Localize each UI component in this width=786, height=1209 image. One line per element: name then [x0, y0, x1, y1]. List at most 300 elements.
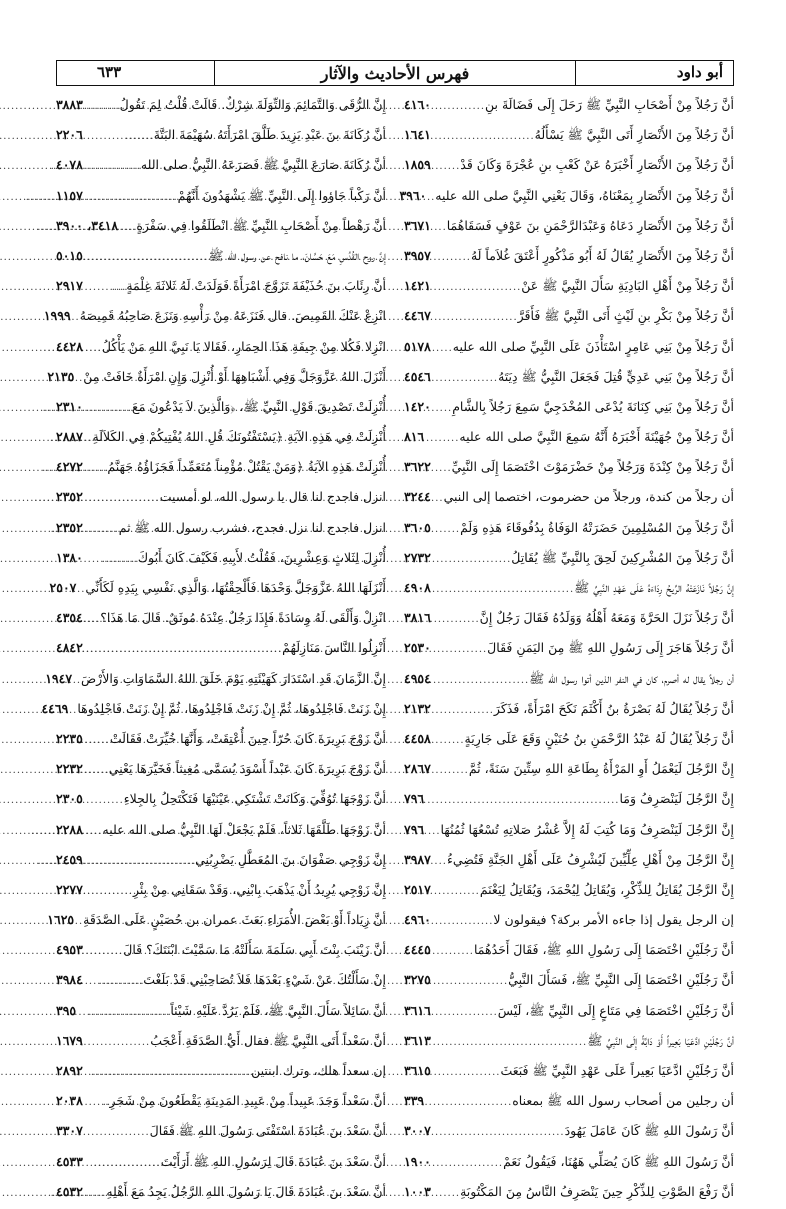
index-entry — [56, 1147, 386, 1177]
entry-reference-number: ٤٩٠٨ — [404, 580, 431, 595]
entry-reference-number: ٣٦١٦ — [404, 1002, 431, 1018]
entry-text: أنَّ رَجُلاً مِنَ الأَنْصَارِ بِمَعْنَاهُ، وَقَالَ يَعْنِي النَّبِيَّ صلى الله عليه — [435, 187, 734, 203]
entry-reference-number: ٢٥٣٠ — [404, 640, 431, 656]
leader-dots — [434, 575, 574, 605]
entry-text: أنَّ رَجُلاً مِنْ كِنْدَةَ وَرَجُلاً مِنْ حَضْرَمَوْتَ اخْتَصَمَا إِلَى النَّبِيِّ — [451, 459, 734, 475]
index-entry — [56, 422, 386, 452]
entry-text: أنَّ رَجُلاً مِنْ أَصْحَابِ النَّبِيِّ ﷺ رَحَلَ إِلَى فَضَالَةَ بنِ — [485, 97, 734, 112]
leader-dots — [86, 515, 119, 545]
leader-dots — [86, 183, 178, 213]
leader-dots — [86, 243, 209, 273]
index-entry — [404, 422, 734, 452]
leader-dots — [434, 847, 447, 877]
leader-dots — [86, 545, 138, 575]
entry-reference-number: ٢٥٠٧ — [49, 580, 77, 595]
index-entry — [56, 150, 386, 180]
index-entry — [404, 1056, 734, 1086]
entry-text: أنَّ رَجُلَيْنِ ادَّعَيَا بَعِيراً عَلَى عَهْدِ النَّبِيِّ ﷺ فَبَعَثَ — [500, 1063, 734, 1078]
entry-text: أنَّ رَكْباً جَاؤوا إِلَى النَّبِيِّ ﷺ يَشْهَدُونَ أَنَّهُمْ — [177, 187, 386, 203]
index-entry — [404, 1086, 734, 1116]
index-entry — [56, 181, 386, 211]
leader-dots — [434, 1118, 565, 1148]
right-column — [399, 90, 734, 1207]
index-entry — [56, 996, 386, 1026]
leader-dots — [434, 756, 469, 786]
leader-dots — [434, 545, 511, 575]
index-page — [41, 60, 734, 1199]
entry-text: أنَّ رَجُلاً مِنَ الأَنْصَارِ دَعَاهُ وَعَبْدَالرَّحْمَنِ بنَ عَوْفٍ فَسَقَاهُمَا — [446, 217, 734, 233]
entry-reference-number: ٤٤٤٥ — [404, 942, 431, 958]
leader-dots — [86, 1118, 150, 1148]
leader-dots — [434, 1028, 587, 1058]
entry-reference-number: ١٤٢٠ — [404, 398, 431, 414]
entry-text: أنَّ رَجُلاً مِنَ الأَنْصَارِ أَخْبَرَهُ عَنْ كَعْبِ بنِ عُجْرَةَ وَكَانَ قَدْ — [460, 157, 734, 173]
index-entry — [56, 1026, 386, 1056]
leader-dots — [86, 786, 124, 816]
entry-reference-number: ٣٦١٥ — [404, 1063, 431, 1078]
index-entry — [56, 784, 386, 814]
entry-text: أنَّ رَجُلاً مِنَ الأَنْصَارِ يُقَالُ لَهُ أَبُو مَذْكُورٍ أَعْتَقَ غُلاَماً لَهُ — [470, 247, 734, 263]
leader-dots — [434, 696, 494, 726]
index-entry — [404, 875, 734, 905]
leader-dots — [434, 877, 480, 907]
entry-text: إِنَّ رَجُلاً نَازَعَتْهُ الرِّيحُ رِدَاءَهُ عَلَى عَهْدِ النَّبِيِّ ﷺ — [574, 580, 734, 595]
leader-dots — [86, 605, 100, 635]
index-entry — [56, 724, 386, 754]
leader-dots — [434, 484, 444, 514]
entry-reference-number: ٣٦٧١ — [404, 217, 431, 233]
entry-text: أُنْزِلَتْ فِي هَذِهِ الآيَةِ ﴿يَسْتَفْتُونَكَ قُلِ اللهُ يُفْتِيكُمْ فِي الكَلاَلَةِ — [92, 429, 386, 445]
entry-text: أن رجلاً من كندة، ورجلاً من حضرموت، اختصما إلى النبي — [443, 489, 734, 505]
index-entry — [56, 1116, 386, 1146]
entry-reference-number: ٣٩٦٠ — [399, 187, 427, 203]
entry-text: أنَّ رَهْطاً مِنْ أَصْحَابِ النَّبِيِّ ﷺ انْطَلَقُوا فِي سَفْرَةٍ — [136, 217, 386, 233]
index-entry — [56, 332, 386, 362]
leader-dots — [427, 817, 440, 847]
entry-text: أُنْزِلَتْ تَصْدِيقَ قَوْلِ النَّبِيِّ ﷺ، ﴿وَالَّذِينَ لاَ يَدْعُونَ مَعَ — [131, 398, 386, 414]
leader-dots — [71, 696, 77, 726]
index-entry — [404, 150, 734, 180]
leader-dots — [427, 1088, 512, 1118]
entry-reference-number: ٤٠٧٨ — [56, 157, 83, 173]
entry-reference-number: ٢٢٣٥ — [56, 730, 83, 746]
index-entry — [56, 935, 386, 965]
entry-text: أنَّ رَجُلَيْنِ اخْتَصَمَا إِلَى رَسُولِ اللهِ ﷺ، فَقَالَ أَحَدُهُمَا — [473, 942, 734, 958]
entry-text: أنَّ رَسُولَ اللهِ ﷺ كَانَ يُصَلِّي هَهُنَا، فَيَقُولُ نَعَمْ — [503, 1153, 734, 1169]
index-entry — [56, 845, 386, 875]
leader-dots — [434, 122, 535, 152]
index-entry — [56, 1086, 386, 1116]
index-entry — [404, 271, 734, 301]
index-entry — [404, 1147, 734, 1177]
entry-text: إِنَّ الرَّجُلَ لَيَعْمَلُ أَوِ المَرْأَةُ بِطَاعَةِ اللهِ سِتِّينَ سَنَةً، ثُمَّ — [468, 761, 734, 777]
leader-dots — [86, 967, 143, 997]
entry-reference-number: ٢٥١٧ — [404, 881, 431, 897]
entry-text: إِنَّ زَوْجِي يُرِيدُ أَنْ يَذْهَبَ بِابْنِي، وَقَدْ سَقَانِي مِنْ بِئْرِ — [132, 881, 386, 897]
leader-dots — [75, 666, 81, 696]
entry-reference-number: ٢٣٥٢ — [56, 519, 83, 535]
leader-dots — [434, 605, 480, 635]
entry-reference-number: ٤٩٥٤ — [404, 670, 431, 686]
index-entry — [56, 754, 386, 784]
entry-text: أنَّ رُكَانَةَ بنَ عَبْدِ يَزِيدَ طَلَّقَ امْرَأَتَهُ سُهَيْمَةَ البَتَّةَ — [153, 127, 386, 143]
entry-text: أنَّ رَجُلاً مِنْ جُهَيْنَةَ أَخْبَرَهُ أَنَّهُ سَمِعَ النَّبِيَّ صلى الله عليه — [459, 429, 734, 445]
leader-dots — [434, 998, 498, 1028]
entry-text: أنَّ رَجُلاً مِنَ المُشْرِكِينَ لَحِقَ بِالنَّبِيِّ ﷺ يُقَاتِلُ — [511, 549, 734, 565]
entry-text: إن الرجل يقول إذا جاءه الأمر بركة؟ فيقولون لا — [493, 912, 734, 928]
entry-reference-number: ٣٩٨٤ — [56, 972, 83, 988]
leader-dots — [434, 92, 485, 122]
entry-text: أنَّ سَعْداً أَتَى النَّبِيَّ ﷺ فقال أَيُّ الصَّدَقَةِ أَعْجَبُ — [150, 1032, 386, 1048]
leader-dots — [86, 1028, 150, 1058]
index-entry — [56, 90, 386, 120]
book-title: أبو داود — [575, 61, 733, 85]
leader-dots — [434, 967, 508, 997]
entry-reference-number: ٧٩٦ — [404, 791, 425, 807]
page-number: ٦٣٣ — [57, 61, 215, 85]
entry-reference-number: ٢١٣٢ — [404, 700, 431, 716]
index-entry — [56, 513, 386, 543]
leader-dots — [434, 1149, 503, 1179]
index-entry — [404, 1177, 734, 1207]
entry-reference-number: ١٤٢١ — [404, 278, 431, 294]
index-entry — [404, 694, 734, 724]
entry-reference-number: ٤٢٧٢ — [56, 459, 83, 475]
entry-reference-number: ٤٨٤٢ — [56, 640, 83, 656]
entry-reference-number: ٣٠٠٧ — [404, 1123, 431, 1139]
index-entry — [404, 603, 734, 633]
leader-dots — [427, 424, 459, 454]
leader-dots — [86, 1088, 110, 1118]
leader-dots — [434, 334, 453, 364]
entry-reference-number: ٢٢٧٧ — [56, 881, 83, 897]
entry-reference-number: ٣٦١٣ — [404, 1032, 431, 1048]
index-entry — [404, 392, 734, 422]
entry-reference-number: ٢٧٣٢ — [404, 549, 431, 565]
entry-text: أنَّ رَجُلاً نَزَلَ الحَرَّةَ وَمَعَهُ أَهْلُهُ وَوَلَدُهُ فَقَالَ رَجُلٌ إِنَّ — [479, 610, 734, 626]
entry-reference-number: ٤٥٣٢ — [56, 1183, 83, 1199]
entry-text: أنَّ سَعْدَ بنَ عُبَادَةَ اسْتَفْتَى رَسُولَ اللهِ ﷺ فَقَالَ — [149, 1123, 386, 1139]
leader-dots — [86, 726, 110, 756]
index-entry — [404, 633, 734, 663]
entry-text: أنَّ رَجُلَيْنِ ادَّعَيَا بَعِيراً أَوْ دَابَّةً إِلَى النَّبِيِّ ﷺ — [587, 1032, 734, 1048]
index-entry — [404, 362, 734, 392]
entry-text: أنَّ رَجُلاً هَاجَرَ إِلَى رَسُولِ اللهِ ﷺ مِنَ اليَمَنِ فَقَالَ — [487, 640, 734, 656]
entry-reference-number: ٣٣٩ — [404, 1093, 425, 1109]
leader-dots — [434, 364, 498, 394]
entry-reference-number: ١١٥٧ — [56, 187, 83, 203]
index-entry — [404, 845, 734, 875]
entry-reference-number: ١٩٩٩ — [43, 308, 71, 324]
index-entry — [399, 181, 734, 211]
index-entry — [404, 573, 734, 603]
index-entry — [56, 211, 386, 241]
entry-reference-number: ١٩٠٠ — [404, 1153, 431, 1169]
entry-text: أنَّ زَوْجَهَا تُوُفِّيَ وَكَانَتْ تَشْتَكِي عَيْنَيْهَا فَتَكْتَحِلُ بِالجِلاءِ — [123, 791, 386, 807]
entry-text: أنَّ رَجُلاً مِنْ بَكْرِ بنِ لَيْثٍ أَتَى النَّبِيَّ ﷺ فَأَقَرَّ — [517, 308, 734, 324]
leader-dots — [427, 786, 619, 816]
index-entry — [404, 90, 734, 120]
entry-text: إِنَّ الرَّجُلَ لَيَنْصَرِفُ وَمَا كُتِبَ لَهُ إِلاَّ عُشْرُ صَلاتِهِ تُسْعُهَا ثُمُنُهَا — [440, 821, 734, 837]
entry-text: انْزِلا فَكُلا مِنْ جِيفَةِ هَذَا الحِمَارِ، فَقَالا يَا نَبِيَّ اللهِ مَنْ يَأْكُلُ — [101, 338, 386, 354]
index-entry — [404, 784, 734, 814]
entry-reference-number: ٤٥٤٦ — [404, 368, 431, 384]
entry-text: أنَّ رَجُلاً مِنْ أَهْلِ البَادِيَةِ سَأَلَ النَّبِيَّ ﷺ عَنْ — [521, 278, 734, 294]
index-columns — [41, 90, 734, 1207]
entry-reference-number: ٢٠٣٨ — [56, 1093, 83, 1109]
entry-reference-number: ٢٤٥٩ — [56, 851, 83, 867]
entry-text: أن رجلاً يقال له أصرم، كان في النفر الذين أتوا رسول الله ﷺ — [529, 670, 734, 686]
entry-text: أنَّ رَجُلاً مِنْ بَنِي كِنَانَةَ يُدْعَى المُخْدَجِيَّ سَمِعَ رَجُلاً بِالشَّامِ — [452, 398, 734, 414]
entry-text: أنَّ رَجُلَيْنِ اخْتَصَمَا إِلَى النَّبِيِّ ﷺ، فَسَأَلَ النَّبِيُّ — [508, 972, 734, 988]
entry-text: أنَّ رَجُلاً مِنْ بَنِي عَدِيٍّ قُتِلَ فَجَعَلَ النَّبِيُّ ﷺ دِيَتَهُ — [498, 368, 734, 384]
entry-text: إِنَّ الرَّجُلَ مِنْ أَهْلِ عِلِّيِّينَ لَيُشْرِفُ عَلَى أَهْلِ الجَنَّةِ فَتُضِيءُ — [446, 851, 734, 867]
leader-dots — [86, 454, 108, 484]
leader-dots — [434, 1179, 460, 1209]
entry-reference-number: ٢٢٨٨ — [56, 821, 83, 837]
entry-reference-number: ١٦٤١ — [404, 127, 431, 143]
index-entry — [404, 452, 734, 482]
entry-reference-number: ٣٦٠٥ — [404, 519, 431, 535]
entry-reference-number: ٥٠١٥ — [56, 247, 83, 263]
entry-reference-number: ٤٥٣٣ — [56, 1153, 83, 1169]
index-entry — [56, 241, 386, 271]
index-entry — [404, 513, 734, 543]
entry-reference-number: ٢٨٩٢ — [56, 1063, 83, 1078]
entry-reference-number: ٣٨٨٣ — [56, 97, 83, 112]
index-entry — [404, 1116, 734, 1146]
entry-reference-number: ١٠٠٣ — [404, 1183, 431, 1199]
leader-dots — [434, 907, 494, 937]
index-entry — [43, 301, 386, 331]
leader-dots — [434, 243, 471, 273]
entry-reference-number: ٤٤٥٨ — [404, 730, 431, 746]
entry-text: أنَّ سَعْدَ بنَ عُبَادَةَ قَالَ لِرَسُولِ اللهِ ﷺ أَرَأَيْتَ — [160, 1153, 386, 1169]
entry-text: إِنَّ الرَّجُلَ لَيَنْصَرِفُ وَمَا — [619, 791, 734, 807]
index-entry — [47, 362, 386, 392]
entry-text: أنَّ زَوْجَ بَرِيرَةَ كَانَ عَبْداً أَسْوَدَ يُسَمَّى مُغِيثاً فَخَيَّرَهَا يَعْنِي — [108, 761, 386, 777]
leader-dots — [434, 303, 518, 333]
leader-dots — [86, 334, 102, 364]
entry-text: أُنْزِلَتْ هَذِهِ الآيَةُ ﴿وَمَنْ يَقْتُلْ مُؤْمِناً مُتَعَمِّداً فَجَزَاؤُهُ جَهَنَّمُ — [107, 459, 386, 475]
entry-text: إن سعداً هلك، وترك ابنتين — [251, 1063, 386, 1078]
entry-reference-number: ٢٣١٠ — [56, 398, 83, 414]
leader-dots — [86, 152, 141, 182]
index-entry — [56, 603, 386, 633]
entry-reference-number: ١٩٤٧ — [45, 670, 73, 686]
entry-text: إِنْ زَنَتْ فَاجْلِدُوهَا، ثُمَّ إِنْ زَنَتْ فَاجْلِدُوهَا، ثُمَّ إِنْ زَنَتْ فَاجْلِدُوهَا — [77, 700, 386, 716]
entry-text: انْزِعْ عَنْكَ القَمِيصَ. قال فَنَزَعَهُ مِنْ رَأْسِهِ وَنَزَعَ صَاحِبُهُ قَمِيصَهُ — [79, 308, 386, 324]
leader-dots — [86, 817, 103, 847]
index-entry — [404, 965, 734, 995]
entry-text: إِنَّ الزَّمَانَ قَدِ اسْتَدَارَ كَهَيْئَتِهِ يَوْمَ خَلَقَ اللهُ السَّمَاوَاتِ وَالأَرْضَ — [81, 670, 386, 686]
entry-reference-number: ٣٩٨٧ — [404, 851, 431, 867]
leader-dots — [434, 152, 460, 182]
leader-dots — [86, 1058, 251, 1088]
leader-dots — [77, 907, 83, 937]
entry-text: أنَّ زَيْنَبَ بِنْتَ أَبِي سَلَمَةَ سَأَلَتْهُ مَا سَمَّيْتَ ابْنَتَكَ؟ قَالَ — [123, 942, 386, 958]
leader-dots — [434, 1058, 501, 1088]
leader-dots — [121, 213, 136, 243]
entry-reference-number: ٣٤١٨، ٣٩٠٠ — [56, 217, 119, 233]
entry-reference-number: ٢١٣٥ — [47, 368, 75, 384]
index-entry — [56, 875, 386, 905]
leader-dots — [434, 394, 452, 424]
entry-reference-number: ١٦٧٩ — [56, 1032, 83, 1048]
entry-text: أنَّ زَوْجَهَا طَلَّقَهَا ثَلاثاً، فَلَمْ يَجْعَلْ لَهَا النَّبِيُّ صلى الله عليه — [102, 821, 386, 837]
index-entry — [404, 301, 734, 331]
entry-text: أنَّ رَسُولَ اللهِ ﷺ كَانَ عَامَلَ يَهُودَ — [564, 1123, 734, 1139]
index-entry — [404, 482, 734, 512]
entry-reference-number: ٤٣٥٤ — [56, 610, 83, 626]
index-entry — [404, 754, 734, 784]
entry-text: إِنَّ روح القُدُسِ مَعَ حَسَّانَ، ما نافح عن رسول الله ﷺ — [208, 247, 386, 263]
entry-text: أَنْزِلُوا النَّاسَ مَنَازِلَهُمْ — [282, 640, 386, 656]
entry-reference-number: ٣٢٤٤ — [404, 489, 431, 505]
index-entry — [404, 996, 734, 1026]
entry-reference-number: ٢٨٦٧ — [404, 761, 431, 777]
index-entry — [404, 332, 734, 362]
leader-dots — [434, 635, 487, 665]
leader-dots — [86, 1179, 107, 1209]
page-header — [56, 60, 734, 86]
index-entry — [56, 271, 386, 301]
entry-text: أنَّ سَعْداً وَجَدَ عَبِيداً مِنْ عَبِيدِ المَدِينَةِ يَقْطَعُونَ مِنْ شَجَرِ — [109, 1093, 386, 1109]
index-entry — [56, 633, 386, 663]
entry-text: إِنَّ زَوْجِي صَفْوَانَ بنَ المُعَطَّلِ يَضْرِبُنِي — [195, 851, 386, 867]
leader-dots — [74, 303, 80, 333]
entry-reference-number: ٣٦٢٢ — [404, 459, 431, 475]
leader-dots — [79, 998, 170, 1028]
leader-dots — [434, 726, 465, 756]
leader-dots — [434, 937, 474, 967]
index-entry — [56, 815, 386, 845]
index-entry — [404, 241, 734, 271]
entry-reference-number: ٤٤٢٨ — [56, 338, 83, 354]
leader-dots — [79, 575, 85, 605]
entry-reference-number: ٣٨١٦ — [404, 610, 431, 626]
leader-dots — [86, 394, 132, 424]
entry-text: إِنَّ الرُّقَى وَالتَّمَائِمَ وَالتِّوَلَةَ شِرْكٌ. قَالَتْ قُلْتُ لِمَ تَقُولُ — [119, 97, 386, 112]
index-entry — [56, 965, 386, 995]
entry-text: أَنْزَلَهَا اللهُ عَزَّوَجَلَّ وَحْدَهَا فَأَلْحِقْتُهَا، وَالَّذِي نَفْسِي بِيَدِهِ لَكَأَنِّي — [85, 580, 386, 595]
entry-reference-number: ٤٤٦٩ — [41, 700, 69, 716]
entry-reference-number: ٢٩١٧ — [56, 278, 83, 294]
entry-reference-number: ٢٢٣٢ — [56, 761, 83, 777]
index-entry — [404, 935, 734, 965]
left-column — [41, 90, 386, 1207]
leader-dots — [86, 937, 123, 967]
entry-text: أُنْزِلَ لِثَلاثٍ وَعِشْرِينَ، فَقُلْتُ لأَبِيهِ فَكَيْفَ كَانَ أَبُوكَ — [137, 549, 386, 565]
entry-reference-number: ٤٤٦٧ — [404, 308, 431, 324]
index-entry — [41, 694, 386, 724]
entry-text: أنَّ رَجُلاً مِنْ بَنِي عَامِرٍ اسْتَأْذَنَ عَلَى النَّبِيِّ صلى الله عليه — [452, 338, 734, 354]
index-entry — [404, 815, 734, 845]
entry-reference-number: ٢٨٨٧ — [56, 429, 83, 445]
entry-reference-number: ٧٩٦ — [404, 821, 425, 837]
entry-text: إِنْ سَأَلْتُكَ عَنْ شَيْءٍ بَعْدَهَا فَلاَ تُصَاحِبْنِي قَدْ بَلَغْتَ — [143, 972, 386, 988]
index-entry — [45, 664, 386, 694]
entry-reference-number: ٢٢٠٦ — [56, 127, 83, 143]
index-entry — [56, 392, 386, 422]
leader-dots — [434, 213, 447, 243]
index-entry — [404, 1026, 734, 1056]
index-entry — [404, 724, 734, 754]
leader-dots — [434, 515, 460, 545]
entry-reference-number: ٤٩٦٠ — [404, 912, 431, 928]
entry-reference-number: ٤٩٥٣ — [56, 942, 83, 958]
entry-reference-number: ٢٣٠٥ — [56, 791, 83, 807]
leader-dots — [86, 756, 109, 786]
entry-text: أنَّ رَجُلاً مِنَ المُسْلِمِينَ حَضَرَتْهُ الوَفَاةُ بِدُفُوقَاءَ هَذِهِ وَلَمْ — [460, 519, 734, 535]
index-entry — [56, 120, 386, 150]
entry-reference-number: ١٨٥٩ — [404, 157, 431, 173]
index-entry — [49, 573, 386, 603]
entry-text: انزل فاجدح لنا قال يا رسول الله، لو أمسيت — [159, 489, 386, 505]
index-entry — [56, 1056, 386, 1086]
leader-dots — [429, 183, 435, 213]
entry-reference-number: ١٣٨٠ — [56, 549, 83, 565]
index-entry — [47, 905, 386, 935]
index-entry — [56, 482, 386, 512]
entry-text: أَنْزَلَ اللهُ عَزَّوَجَلَّ وَفِي أَشْبَاهِهَا أَوْ أُنْزِلَ وَإِنِ امْرَأَةٌ خَافَتْ مِنْ — [83, 368, 386, 384]
entry-text: أنَّ رَفْعَ الصَّوْتِ لِلذِّكْرِ حِينَ يَنْصَرِفُ النَّاسُ مِنَ المَكْتُوبَةِ — [460, 1183, 734, 1199]
entry-text: أنَّ رَجُلاً مِنَ الأَنْصَارِ أَتَى النَّبِيَّ ﷺ يَسْأَلُهُ — [534, 127, 734, 143]
entry-reference-number: ٣٩٥ — [56, 1002, 77, 1018]
index-entry — [56, 543, 386, 573]
entry-reference-number: ٣٣٠٧ — [56, 1123, 83, 1139]
entry-reference-number: ٨١٦ — [404, 429, 425, 445]
index-entry — [404, 905, 734, 935]
entry-text: أنَّ زَوْجَ بَرِيرَةَ كَانَ حُرّاً حِينَ أُعْتِقَتْ، وَأَنَّهَا خُيِّرَتْ فَقَالَتْ — [109, 730, 386, 746]
index-entry — [404, 120, 734, 150]
leader-dots — [86, 273, 126, 303]
leader-dots — [434, 454, 452, 484]
entry-reference-number: ٣٩٥٧ — [404, 247, 431, 263]
entry-reference-number: ١٦٢٥ — [47, 912, 75, 928]
entry-reference-number: ٤١٦٠ — [404, 97, 431, 112]
leader-dots — [77, 364, 83, 394]
leader-dots — [86, 92, 120, 122]
entry-reference-number: ٣٢٧٥ — [404, 972, 431, 988]
leader-dots — [86, 484, 160, 514]
entry-text: أنَّ رِئَابَ بنَ حُذَيْفَةَ تَزَوَّجَ امْرَأَةً فَوَلَدَتْ لَهُ ثَلاثَةَ غِلْمَةٍ — [126, 278, 386, 294]
index-entry — [56, 452, 386, 482]
entry-text: أنَّ رَجُلاً يُقَالُ لَهُ بَصْرَةُ بنُ أَكْثَمَ نَكَحَ امْرَأَةً، فَذَكَرَ — [493, 700, 734, 716]
entry-text: انْزِلْ وَأَلْقَى لَهُ وِسَادَةً فَإِذَا رَجُلٌ عِنْدَهُ مُوثَقٌ. قَالَ مَا هَذَا؟ — [100, 610, 386, 626]
entry-text: أنَّ سَعْدَ بنَ عُبَادَةَ قَالَ يَا رَسُولَ اللهِ الرَّجُلُ يَجِدُ مَعَ أَهْلِهِ — [106, 1183, 386, 1199]
entry-reference-number: ٥١٧٨ — [404, 338, 431, 354]
index-entry — [404, 543, 734, 573]
leader-dots — [434, 666, 529, 696]
index-entry — [404, 211, 734, 241]
leader-dots — [434, 273, 521, 303]
leader-dots — [86, 1149, 161, 1179]
index-entry — [404, 664, 734, 694]
entry-text: أنَّ رُكَانَةَ صَارَعَ النَّبِيَّ ﷺ فَصَرَعَهُ النَّبِيُّ صلى الله — [140, 157, 386, 173]
entry-text: أنَّ زِيَاداً أَوْ بَعْضَ الأُمَرَاءِ بَعَثَ عمران بن حُصَيْنٍ عَلَى الصَّدَقَةِ — [83, 912, 386, 928]
entry-text: انزل فاجدح لنا نزل فجدح، فشرب رسول الله ﷺ ثم — [118, 519, 386, 535]
entry-text: أنَّ سَائِلاً سَأَلَ النَّبِيَّ ﷺ، فَلَمْ يَرُدَّ عَلَيْهِ شَيْئاً — [170, 1002, 386, 1018]
entry-text: أنَّ رَجُلَيْنِ اخْتَصَمَا فِي مَتَاعٍ إِلَى النَّبِيِّ ﷺ، لَيْسَ — [497, 1002, 734, 1018]
index-entry — [56, 1177, 386, 1207]
index-title: فهرس الأحاديث والآثار — [320, 63, 470, 83]
leader-dots — [86, 635, 282, 665]
leader-dots — [86, 847, 195, 877]
leader-dots — [86, 122, 154, 152]
entry-text: أنَّ رَجُلاً يُقَالُ لَهُ عَبْدُ الرَّحْمَنِ بنُ حُنَيْنٍ وَقَعَ عَلَى جَارِيَةٍ — [464, 730, 734, 746]
entry-text: إِنَّ الرَّجُلَ يُقَاتِلُ لِلذِّكْرِ، وَيُقَاتِلُ لِيُحْمَدَ، وَيُقَاتِلُ لِيَغْنَمَ — [479, 881, 734, 897]
